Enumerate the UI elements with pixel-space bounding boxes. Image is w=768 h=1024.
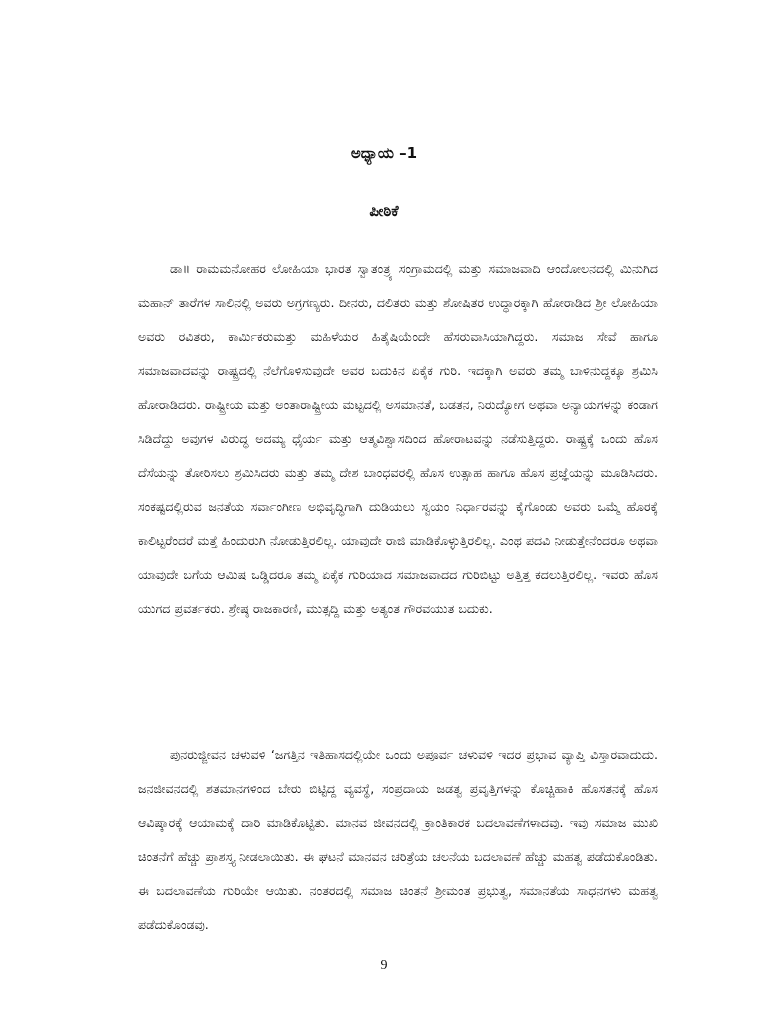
- section-title: ಪೀಠಿಕೆ: [369, 202, 399, 220]
- paragraph-1: ಡಾ॥ ರಾಮಮನೋಹರ ಲೋಹಿಯಾ ಭಾರತ ಸ್ವಾತಂತ್ರ್ಯ ಸಂಗ್ರಾಮದಲ್ಲಿ ಮತ್ತು ಸಮಾಜವಾದಿ ಆಂದೋಲನದಲ್ಲಿ ಮಿನುಗಿದ ಮಹಾನ್ ತಾರೆಗಳ ಸಾಲಿನಲ್ಲಿ ಅವರು ಅಗ್ರಗಣ್ಯರು. ದೀನರು, ದಲಿತರು ಮತ್ತು ಶೋಷಿತರ ಉದ್ಧಾರಕ್ಕಾಗಿ ಹೋರಾಡಿದ ಶ್ರೀ ಲೋಹಿಯಾ ಅವರು ರವಿತರು, ಕಾರ್ಮಿಕರುಮತ್ತು ಮಹಿಳೆಯರ ಹಿತೈಷಿಯೆಂದೇ ಹೆಸರುವಾಸಿಯಾಗಿದ್ದರು. ಸಮಾಜ ಸೇವೆ ಹಾಗೂ ಸಮಾಜವಾದವನ್ನು ರಾಷ್ಟ್ರದಲ್ಲಿ ನೆಲೆಗೊಳಿಸುವುದೇ ಅವರ ಬದುಕಿನ ಏಕೈಕ ಗುರಿ. ಇದಕ್ಕಾಗಿ ಅವರು ತಮ್ಮ ಬಾಳಿನುದ್ದಕ್ಕೂ ಶ್ರಮಿಸಿ ಹೋರಾಡಿದರು. ರಾಷ್ಟ್ರೀಯ ಮತ್ತು ಅಂತಾರಾಷ್ಟ್ರೀಯ ಮಟ್ಟದಲ್ಲಿ ಅಸಮಾನತೆ, ಬಡತನ, ನಿರುದ್ಯೋಗ ಅಥವಾ ಅನ್ಯಾಯಗಳನ್ನು ಕಂಡಾಗ ಸಿಡಿದೆದ್ದು ಅವುಗಳ ವಿರುದ್ಧ ಅದಮ್ಯ ಧೈರ್ಯ ಮತ್ತು ಆತ್ಮವಿಶ್ವಾಸದಿಂದ ಹೋರಾಟವನ್ನು ನಡೆಸುತ್ತಿದ್ದರು. ರಾಷ್ಟ್ರಕ್ಕೆ ಒಂದು ಹೊಸ ದೆಸೆಯನ್ನು ತೋರಿಸಲು ಶ್ರಮಿಸಿದರು ಮತ್ತು ತಮ್ಮ ದೇಶ ಬಾಂಧವರಲ್ಲಿ ಹೊಸ ಉತ್ಸಾಹ ಹಾಗೂ ಹೊಸ ಪ್ರಜ್ಞೆಯನ್ನು ಮೂಡಿಸಿದರು. ಸಂಕಷ್ಟದಲ್ಲಿರುವ ಜನತೆಯ ಸರ್ವಾಂಗೀಣ ಅಭಿವೃದ್ಧಿಗಾಗಿ ದುಡಿಯಲು ಸ್ವಯಂ ನಿರ್ಧಾರವನ್ನು ಕೈಗೊಂಡು ಅವರು ಒಮ್ಮೆ ಹೊರಕ್ಕೆ ಕಾಲಿಟ್ಟರೆಂದರೆ ಮತ್ತೆ ಹಿಂದುರುಗಿ ನೋಡುತ್ತಿರಲಿಲ್ಲ. ಯಾವುದೇ ರಾಜಿ ಮಾಡಿಕೊಳ್ಳುತ್ತಿರಲಿಲ್ಲ. ಎಂಥ ಪದವಿ ನೀಡುತ್ತೇನೆಂದರೂ ಅಥವಾ ಯಾವುದೇ ಬಗೆಯ ಆಮಿಷ ಒಡ್ಡಿದರೂ ತಮ್ಮ ಏಕೈಕ ಗುರಿಯಾದ ಸಮಾಜವಾದದ ಗುರಿಬಿಟ್ಟು ಅತ್ತಿತ್ತ ಕದಲುತ್ತಿರಲಿಲ್ಲ. ಇವರು ಹೊಸ ಯುಗದ ಪ್ರವರ್ತಕರು. ಶ್ರೇಷ್ಠ ರಾಜಕಾರಣಿ, ಮುತ್ಸದ್ದಿ ಮತ್ತು ಅತ್ಯಂತ ಗೌರವಯುತ ಬದುಕು.: [138, 261, 658, 616]
- page-number: 9: [380, 958, 388, 973]
- chapter-heading: ಅಧ್ಯಾಯ –1: [350, 144, 418, 162]
- paragraph-2: ಪುನರುಜ್ಜೀವನ ಚಳುವಳಿ ‘ಜಗತ್ತಿನ ಇತಿಹಾಸದಲ್ಲಿಯೇ ಒಂದು ಅಪೂರ್ವ ಚಳುವಳಿ ಇದರ ಪ್ರಭಾವ ವ್ಯಾಪ್ತಿ ವಿಸ್ತಾರವಾದುದು. ಜನಜೀವನದಲ್ಲಿ ಶತಮಾನಗಳಿಂದ ಬೇರು ಬಿಟ್ಟಿದ್ದ ವ್ಯವಸ್ಥೆ, ಸಂಪ್ರದಾಯ ಜಡತ್ವ ಪ್ರವೃತ್ತಿಗಳನ್ನು ಕೊಚ್ಚಿಹಾಕಿ ಹೊಸತನಕ್ಕೆ ಹೊಸ ಆವಿಷ್ಕಾರಕ್ಕೆ ಆಯಾಮಕ್ಕೆ ದಾರಿ ಮಾಡಿಕೊಟ್ಟಿತು. ಮಾನವ ಜೀವನದಲ್ಲಿ ಕ್ರಾಂತಿಕಾರಕ ಬದಲಾವಣೆಗಳಾದವು. ಇವು ಸಮಾಜ ಮುಖಿ ಚಿಂತನೆಗೆ ಹೆಚ್ಚು ಪ್ರಾಶಸ್ತ್ಯ ನೀಡಲಾಯಿತು. ಈ ಘಟನೆ ಮಾನವನ ಚರಿತ್ರೆಯ ಚಲನೆಯ ಬದಲಾವಣೆ ಹೆಚ್ಚು ಮಹತ್ವ ಪಡೆದುಕೊಂಡಿತು. ಈ ಬದಲಾವಣೆಯ ಗುರಿಯೇ ಆಯಿತು. ನಂತರದಲ್ಲಿ ಸಮಾಜ ಚಿಂತನೆ ಶ್ರೀಮಂತ ಪ್ರಭುತ್ವ, ಸಮಾನತೆಯ ಸಾಧನಗಳು ಮಹತ್ವ ಪಡೆದುಕೊಂಡವು.: [138, 747, 658, 932]
